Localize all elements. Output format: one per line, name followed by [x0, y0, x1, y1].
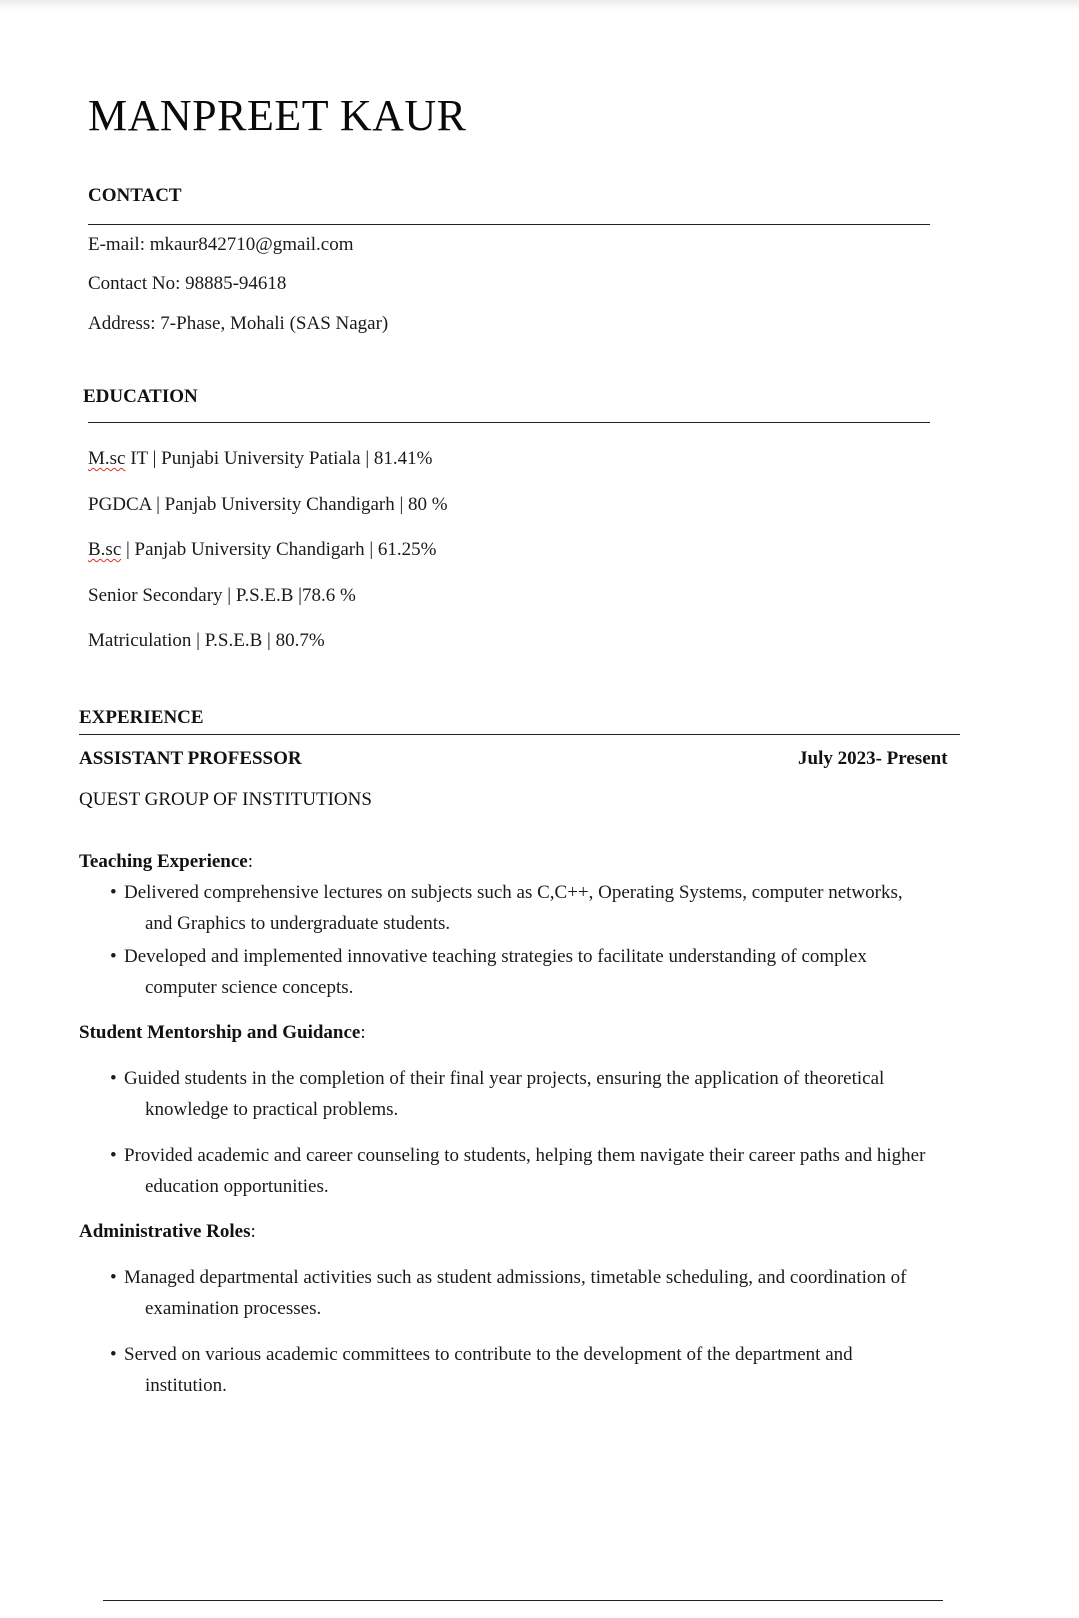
experience-divider	[79, 734, 960, 735]
contact-heading: CONTACT	[88, 185, 182, 206]
list-item: • Served on various academic committees to contribute to the development of the department and institution.	[110, 1339, 1000, 1401]
bullet-glyph: •	[110, 1068, 117, 1089]
list-item: • Managed departmental activities such as student admissions, timetable scheduling, and coordination of examination processes.	[110, 1262, 1000, 1324]
education-heading: EDUCATION	[83, 386, 198, 407]
contact-phone: Contact No: 98885-94618	[88, 273, 287, 294]
list-item: • Delivered comprehensive lectures on subjects such as C,C++, Operating Systems, computer networks, and Graphics to undergraduate students.	[110, 877, 1000, 939]
spellcheck-word: M.sc	[88, 448, 126, 469]
bullet-glyph: •	[110, 1267, 117, 1288]
candidate-name: MANPREET KAUR	[88, 91, 467, 140]
bullet-glyph: •	[110, 882, 117, 903]
bullet-glyph: •	[110, 1344, 117, 1365]
subsection-heading: Teaching Experience:	[79, 851, 253, 872]
subsection-heading: Student Mentorship and Guidance:	[79, 1022, 366, 1043]
education-item: Matriculation | P.S.E.B | 80.7%	[88, 630, 325, 651]
contact-address: Address: 7-Phase, Mohali (SAS Nagar)	[88, 313, 389, 334]
education-item: M.sc IT | Punjabi University Patiala | 81.41%	[88, 448, 433, 469]
list-item: • Provided academic and career counseling to students, helping them navigate their career paths and higher education opportunities.	[110, 1140, 1000, 1202]
education-item: B.sc | Panjab University Chandigarh | 61.25%	[88, 539, 437, 560]
footer-divider	[103, 1600, 943, 1601]
contact-divider	[88, 224, 930, 225]
list-item: • Developed and implemented innovative teaching strategies to facilitate understanding of complex computer science concepts.	[110, 941, 1000, 1003]
contact-email: E-mail: mkaur842710@gmail.com	[88, 234, 354, 255]
page-top-shadow	[0, 0, 1079, 10]
subsection-heading: Administrative Roles:	[79, 1221, 256, 1242]
education-item: PGDCA | Panjab University Chandigarh | 80 %	[88, 494, 448, 515]
list-item: • Guided students in the completion of their final year projects, ensuring the application of theoretical knowledge to practical problems.	[110, 1063, 1000, 1125]
bullet-glyph: •	[110, 1145, 117, 1166]
education-item: Senior Secondary | P.S.E.B |78.6 %	[88, 585, 356, 606]
bullet-glyph: •	[110, 946, 117, 967]
job-organization: QUEST GROUP OF INSTITUTIONS	[79, 789, 372, 810]
job-dates: July 2023- Present	[798, 748, 948, 769]
experience-heading: EXPERIENCE	[79, 707, 204, 728]
education-divider	[88, 422, 930, 423]
job-title: ASSISTANT PROFESSOR	[79, 748, 302, 769]
spellcheck-word: B.sc	[88, 539, 122, 560]
